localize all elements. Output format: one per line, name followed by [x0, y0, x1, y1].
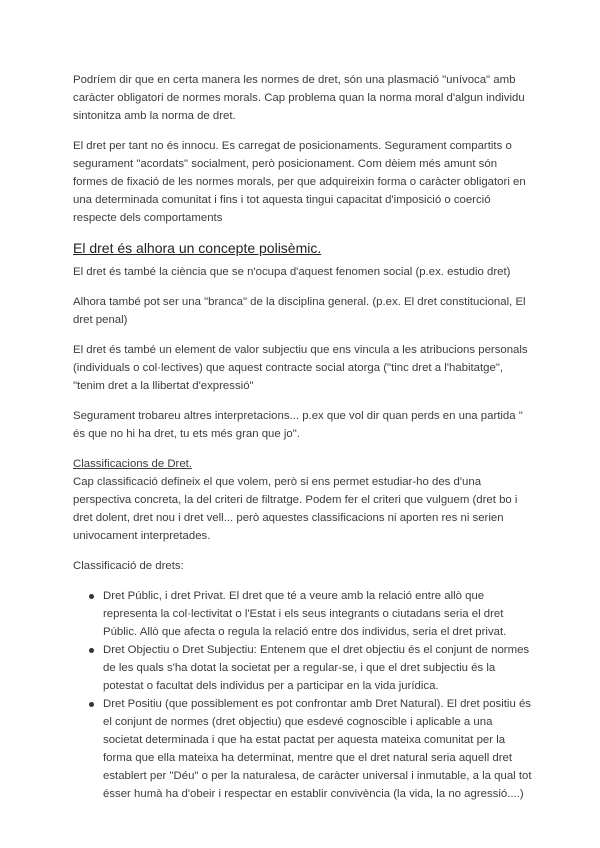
list-item-text: Dret Objectiu o Dret Subjectiu: Entenem que el dret objectiu és el conjunt de normes de les quals s'ha dotat la societat per a regular-se, i que el dret subjectiu és la potestat o facultat dels individus per a participar en la vida jurídica.: [103, 644, 530, 692]
paragraph-valor-subjectiu: El dret és també un element de valor subjectiu que ens vincula a les atribucions personals (individuals o col·lectives) que aquest contracte social atorga ("tinc dret a l'habitatge", "tenim dret a la llibertat d'expressió": [73, 344, 528, 392]
paragraph-dret-innocu: El dret per tant no és innocu. Es carregat de posicionaments. Segurament compartits o segurament "acordats" socialment, però posicionament. Com dèiem més amunt són formes de fixació de les normes morals, per que adquireixin forma o caràcter obligatori en una determinada comunitat i fins i tot aquesta tingui capacitat d'imposició o coerció respecte dels comportaments: [73, 140, 526, 224]
paragraph-altres-interpretacions: Segurament trobareu altres interpretacions... p.ex que vol dir quan perds en una partida " és que no hi ha dret, tu ets més gran que jo".: [73, 410, 523, 440]
subheading-classificacions: Classificacions de Dret.: [73, 458, 193, 470]
bullet-icon: [89, 702, 94, 707]
bullet-icon: [89, 594, 94, 599]
list-item: [103, 695, 533, 803]
classification-list: [73, 587, 533, 803]
paragraph-classificacio-intro: Cap classificació defineix el que volem, però si ens permet estudiar-ho des d'una perspectiva concreta, la del criteri de filtratge. Podem fer el criteri que vulguem (dret bo i dret dolent, dret nou i dret vell... però aquestes classificacions ni aporten res ni serien univocament interpretades.: [73, 476, 518, 542]
document-page: [73, 71, 533, 803]
list-item-text: Dret Públic, i dret Privat. El dret que té a veure amb la relació entre allò que representa la col·lectivitat o l'Estat i els seus integrants o ciutadans seria el dret Públic. Allò que afecta o regula la relació entre dos individus, seria el dret privat.: [103, 590, 507, 638]
paragraph-ciencia: El dret és també la ciència que se n'ocupa d'aquest fenomen social (p.ex. estudio dret): [73, 266, 511, 278]
list-title: Classificació de drets:: [73, 560, 184, 572]
paragraph-branca: Alhora també pot ser una "branca" de la disciplina general. (p.ex. El dret constitucional, El dret penal): [73, 296, 526, 326]
list-item-text: Dret Positiu (que possiblement es pot confrontar amb Dret Natural). El dret positiu és el conjunt de normes (dret objectiu) que esdevé cognoscible i aplicable a una societat determinada i que ha estat pactat per aquesta mateixa comunitat per la forma que ella mateixa ha determinat, mentre que el dret natural seria aquell dret establert per "Déu" o per la naturalesa, de caràcter universal i inmutable, a la qual tot ésser humà ha d'obeir i respectar en establir convivència (la vida, la no agressió....): [103, 698, 532, 800]
list-item: [103, 641, 533, 695]
bullet-icon: [89, 648, 94, 653]
paragraph-normes-morals: Podríem dir que en certa manera les normes de dret, són una plasmació "unívoca" amb caràcter obligatori de normes morals. Cap problema quan la norma moral d'algun individu sintonitza amb la norma de dret.: [73, 74, 525, 122]
list-item: [103, 587, 533, 641]
section-heading-polisemic: El dret és alhora un concepte polisèmic.: [73, 240, 322, 256]
